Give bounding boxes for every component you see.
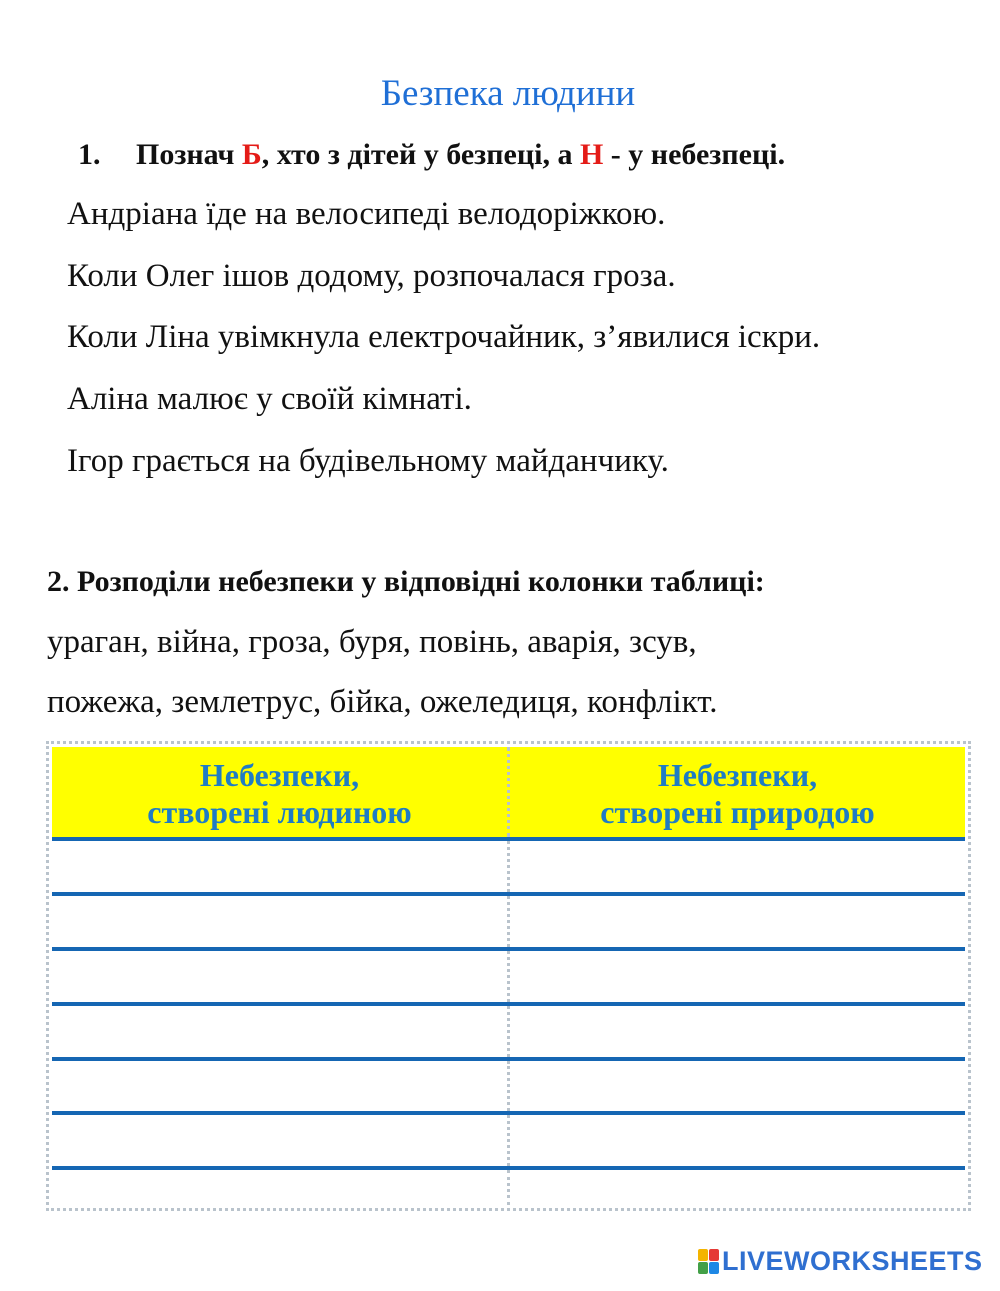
answer-cell-nature[interactable] — [509, 1004, 966, 1059]
answer-cell-human[interactable] — [52, 894, 509, 949]
task1-text-part1: Познач — [136, 138, 242, 171]
page-title: Безпека людини — [380, 73, 636, 114]
sentence-1: Андріана їде на велосипеді велодоріжкою. — [67, 196, 666, 232]
sorting-table — [46, 741, 971, 1211]
sentence-2: Коли Олег ішов додому, розпочалася гроза. — [67, 258, 676, 294]
answer-cell-human[interactable] — [52, 1004, 509, 1059]
table-row — [52, 1004, 965, 1059]
table-row — [52, 894, 965, 949]
table-row — [52, 839, 965, 894]
column-header-nature-line2: створені природою — [600, 794, 875, 830]
answer-cell-nature[interactable] — [509, 1113, 966, 1168]
task1-number: 1. — [78, 138, 101, 171]
task1-text-part2: , хто з дітей у безпеці, а — [261, 138, 580, 171]
sentence-3: Коли Ліна увімкнула електрочайник, з’явилися іскри. — [67, 319, 821, 355]
answer-cell-nature[interactable] — [509, 894, 966, 949]
sentence-4: Аліна малює у своїй кімнаті. — [67, 381, 472, 417]
answer-cell-nature[interactable] — [509, 1168, 966, 1205]
answer-cell-nature[interactable] — [509, 1059, 966, 1114]
answer-cell-human[interactable] — [52, 1168, 509, 1205]
column-header-human — [52, 747, 509, 839]
table-row — [52, 1113, 965, 1168]
table-row — [52, 949, 965, 1004]
task1-instruction — [78, 138, 785, 172]
task1-mark-safe: Б — [241, 138, 262, 171]
column-header-human-line1: Небезпеки, — [199, 757, 360, 794]
liveworksheets-logo-icon — [698, 1249, 719, 1274]
answer-cell-human[interactable] — [52, 1059, 509, 1114]
danger-table — [52, 747, 965, 1205]
task1-mark-danger: Н — [579, 138, 604, 171]
column-header-nature-line1: Небезпеки, — [657, 757, 818, 794]
column-header-nature — [509, 747, 966, 839]
task1-text-part3: - у небезпеці. — [603, 138, 786, 171]
answer-cell-human[interactable] — [52, 949, 509, 1004]
liveworksheets-logo-text: LIVEWORKSHEETS — [722, 1246, 983, 1276]
column-header-human-line2: створені людиною — [147, 794, 412, 830]
answer-cell-human[interactable] — [52, 1113, 509, 1168]
answer-cell-nature[interactable] — [509, 839, 966, 894]
answer-cell-human[interactable] — [52, 839, 509, 894]
liveworksheets-logo[interactable] — [698, 1246, 983, 1277]
task2-heading: 2. Розподіли небезпеки у відповідні колонки таблиці: — [47, 565, 765, 598]
table-row — [52, 1168, 965, 1205]
table-row — [52, 1059, 965, 1114]
answer-cell-nature[interactable] — [509, 949, 966, 1004]
task2-words-line2: пожежа, землетрус, бійка, ожеледиця, конфлікт. — [47, 684, 718, 720]
task2-words-line1: ураган, війна, гроза, буря, повінь, аварія, зсув, — [47, 624, 697, 660]
sentence-5: Ігор грається на будівельному майданчику. — [67, 443, 669, 479]
table-header-row — [52, 747, 965, 839]
